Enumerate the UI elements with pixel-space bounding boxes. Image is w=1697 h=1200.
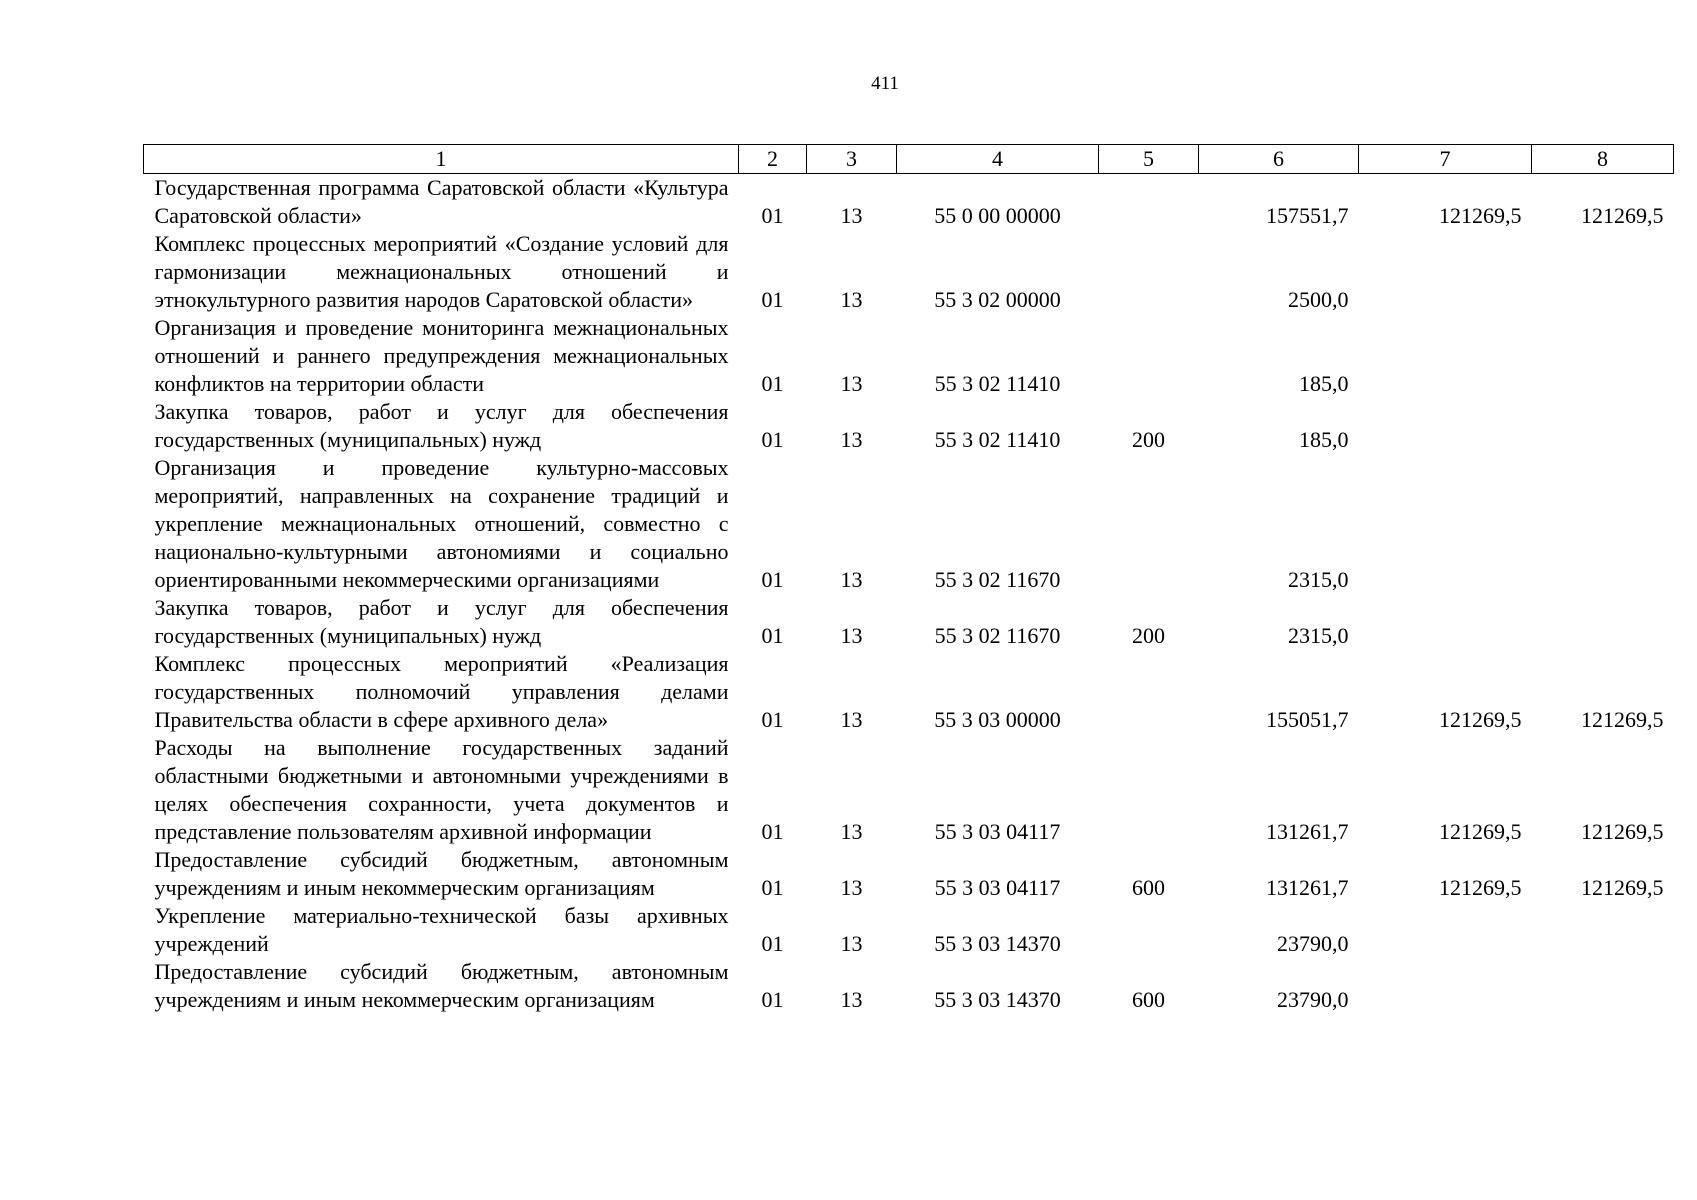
cell-section: 01 [761,987,784,1012]
cell-amount-col7 [1359,958,1532,1014]
cell-target-item: 55 3 03 14370 [934,987,1061,1012]
cell-amount-col8: 121269,5 [1581,819,1664,844]
col-header-6: 6 [1199,145,1359,174]
cell-subsection: 13 [840,987,863,1012]
table-row [144,230,1674,314]
table-row [144,454,1674,594]
cell-amount-col6: 23790,0 [1277,987,1349,1012]
cell-subsection: 13 [840,707,863,732]
table-row [144,174,1674,231]
cell-amount-col7: 121269,5 [1439,203,1522,228]
table-row [144,314,1674,398]
table-row [144,958,1674,1014]
cell-section: 01 [761,931,784,956]
cell-amount-col7: 121269,5 [1439,875,1522,900]
table-row [144,846,1674,902]
cell-amount-col6: 23790,0 [1277,931,1349,956]
cell-subsection: 13 [840,819,863,844]
cell-amount-col8 [1532,398,1674,454]
cell-target-item: 55 3 03 04117 [934,819,1061,844]
cell-section: 01 [761,287,784,312]
cell-amount-col7: 121269,5 [1439,819,1522,844]
cell-target-item: 55 3 03 00000 [934,707,1061,732]
table-row [144,398,1674,454]
cell-expense-type [1099,454,1199,594]
row-name: Предоставление субсидий бюджетным, автономным учреждениям и иным некоммерческим организациям [154,847,729,900]
cell-section: 01 [761,371,784,396]
cell-target-item: 55 3 02 11670 [934,623,1061,648]
cell-amount-col8 [1532,314,1674,398]
cell-amount-col7 [1359,230,1532,314]
cell-subsection: 13 [840,287,863,312]
row-name: Комплекс процессных мероприятий «Реализация государственных полномочий управления делами Правительства области в сфере архивного дела» [154,651,729,732]
cell-amount-col8 [1532,454,1674,594]
cell-expense-type [1099,230,1199,314]
cell-amount-col8: 121269,5 [1581,707,1664,732]
table-row [144,594,1674,650]
cell-subsection: 13 [840,203,863,228]
cell-subsection: 13 [840,875,863,900]
cell-amount-col6: 185,0 [1299,371,1349,396]
cell-target-item: 55 3 02 00000 [934,287,1061,312]
cell-section: 01 [761,707,784,732]
cell-expense-type [1099,314,1199,398]
cell-amount-col6: 131261,7 [1266,875,1349,900]
cell-expense-type [1099,734,1199,846]
cell-amount-col8: 121269,5 [1581,875,1664,900]
cell-target-item: 55 3 03 04117 [934,875,1061,900]
row-name: Организация и проведение мониторинга межнациональных отношений и раннего предупреждения межнациональных конфликтов на территории области [154,315,729,396]
cell-target-item: 55 0 00 00000 [934,203,1061,228]
page-number: 411 [871,73,899,94]
cell-section: 01 [761,819,784,844]
cell-target-item: 55 3 02 11410 [934,371,1061,396]
cell-amount-col8 [1532,958,1674,1014]
table-row [144,650,1674,734]
col-header-4: 4 [897,145,1099,174]
cell-section: 01 [761,875,784,900]
row-name: Комплекс процессных мероприятий «Создание условий для гармонизации межнациональных отношений и этнокультурного развития народов Саратовской области» [154,231,729,312]
cell-amount-col6: 155051,7 [1266,707,1349,732]
cell-amount-col8 [1532,594,1674,650]
col-header-8: 8 [1532,145,1674,174]
cell-expense-type [1099,650,1199,734]
cell-amount-col8 [1532,230,1674,314]
row-name: Укрепление материально-технической базы архивных учреждений [154,903,729,956]
cell-amount-col6: 2315,0 [1288,623,1349,648]
cell-subsection: 13 [840,931,863,956]
cell-subsection: 13 [840,371,863,396]
col-header-2: 2 [739,145,807,174]
cell-subsection: 13 [840,623,863,648]
cell-target-item: 55 3 02 11410 [934,427,1061,452]
cell-amount-col6: 2500,0 [1288,287,1349,312]
cell-target-item: 55 3 03 14370 [934,931,1061,956]
cell-section: 01 [761,567,784,592]
cell-amount-col7 [1359,314,1532,398]
cell-amount-col6: 157551,7 [1266,203,1349,228]
cell-amount-col8: 121269,5 [1581,203,1664,228]
col-header-5: 5 [1099,145,1199,174]
row-name: Предоставление субсидий бюджетным, автономным учреждениям и иным некоммерческим организациям [154,959,729,1012]
cell-expense-type: 600 [1132,987,1165,1012]
row-name: Расходы на выполнение государственных заданий областными бюджетными и автономными учреждениями в целях обеспечения сохранности, учета документов и представление пользователям архивной информации [154,735,729,844]
cell-amount-col6: 131261,7 [1266,819,1349,844]
cell-expense-type: 200 [1132,623,1165,648]
budget-table [143,144,1674,1014]
col-header-1: 1 [144,145,739,174]
row-name: Государственная программа Саратовской области «Культура Саратовской области» [154,175,729,228]
cell-subsection: 13 [840,567,863,592]
cell-amount-col7 [1359,902,1532,958]
cell-amount-col7 [1359,594,1532,650]
cell-expense-type [1099,902,1199,958]
cell-expense-type: 600 [1132,875,1165,900]
cell-amount-col6: 185,0 [1299,427,1349,452]
cell-amount-col7: 121269,5 [1439,707,1522,732]
table-row [144,902,1674,958]
col-header-7: 7 [1359,145,1532,174]
row-name: Закупка товаров, работ и услуг для обеспечения государственных (муниципальных) нужд [154,399,729,452]
cell-section: 01 [761,203,784,228]
cell-amount-col8 [1532,902,1674,958]
cell-amount-col7 [1359,398,1532,454]
table-row [144,734,1674,846]
cell-amount-col7 [1359,454,1532,594]
col-header-3: 3 [807,145,897,174]
header-row [144,145,1674,174]
cell-target-item: 55 3 02 11670 [934,567,1061,592]
cell-section: 01 [761,427,784,452]
row-name: Закупка товаров, работ и услуг для обеспечения государственных (муниципальных) нужд [154,595,729,648]
cell-expense-type [1099,174,1199,231]
cell-amount-col6: 2315,0 [1288,567,1349,592]
cell-section: 01 [761,623,784,648]
cell-subsection: 13 [840,427,863,452]
row-name: Организация и проведение культурно-массовых мероприятий, направленных на сохранение традиций и укрепление межнациональных отношений, совместно с национально-культурными автономиями и социально ориентированными некоммерческими организациями [154,455,729,592]
cell-expense-type: 200 [1132,427,1165,452]
